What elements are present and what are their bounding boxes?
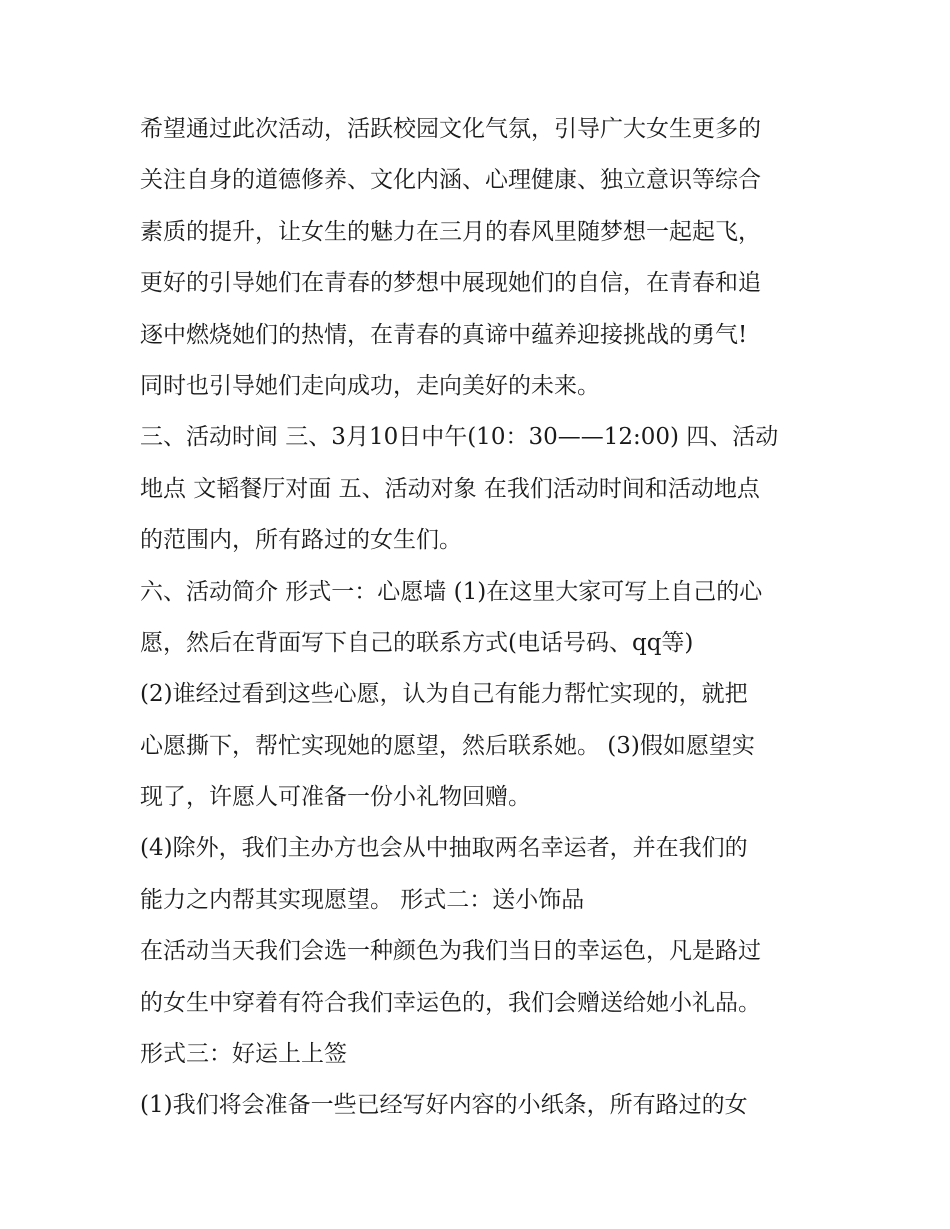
text-line: 同时也引导她们走向成功，走向美好的未来。: [140, 372, 600, 399]
text-line: 形式三：好运上上签: [140, 1041, 347, 1068]
text-line: (2)谁经过看到这些心愿，认为自己有能力帮忙实现的，就把: [140, 681, 748, 708]
text-line: 素质的提升，让女生的魅力在三月的春风里随梦想一起起飞，: [140, 218, 761, 245]
text-line: 希望通过此次活动，活跃校园文化气氛，引导广大女生更多的: [140, 116, 761, 142]
document-body: [140, 104, 820, 1132]
text-line: 现了，许愿人可准备一份小礼物回赠。: [140, 784, 531, 811]
text-line: 逐中燃烧她们的热情，在青春的真谛中蕴养迎接挑战的勇气!: [140, 321, 748, 348]
text-line: 心愿撕下，帮忙实现她的愿望，然后联系她。 (3)假如愿望实: [140, 732, 755, 759]
text-line: 三、活动时间 三、3月10日中午(10：30——12:00) 四、活动: [140, 424, 779, 451]
text-line: 更好的引导她们在青春的梦想中展现她们的自信，在青春和追: [140, 270, 761, 297]
text-line: 的范围内，所有路过的女生们。: [140, 527, 462, 554]
text-line: 能力之内帮其实现愿望。 形式二：送小饰品: [140, 886, 585, 913]
text-line: (4)除外，我们主办方也会从中抽取两名幸运者，并在我们的: [140, 835, 748, 862]
text-line: 地点 文韬餐厅对面 五、活动对象 在我们活动时间和活动地点: [140, 475, 760, 502]
text-line: (1)我们将会准备一些已经写好内容的小纸条，所有路过的女: [140, 1092, 748, 1119]
text-line: 的女生中穿着有符合我们幸运色的，我们会赠送给她小礼品。: [140, 989, 761, 1016]
text-line: 六、活动简介 形式一：心愿墙 (1)在这里大家可写上自己的心: [140, 578, 763, 605]
text-line: 愿，然后在背面写下自己的联系方式(电话号码、qq等): [140, 629, 694, 656]
text-line: 在活动当天我们会选一种颜色为我们当日的幸运色，凡是路过: [140, 938, 761, 965]
text-line: 关注自身的道德修养、文化内涵、心理健康、独立意识等综合: [140, 167, 761, 194]
